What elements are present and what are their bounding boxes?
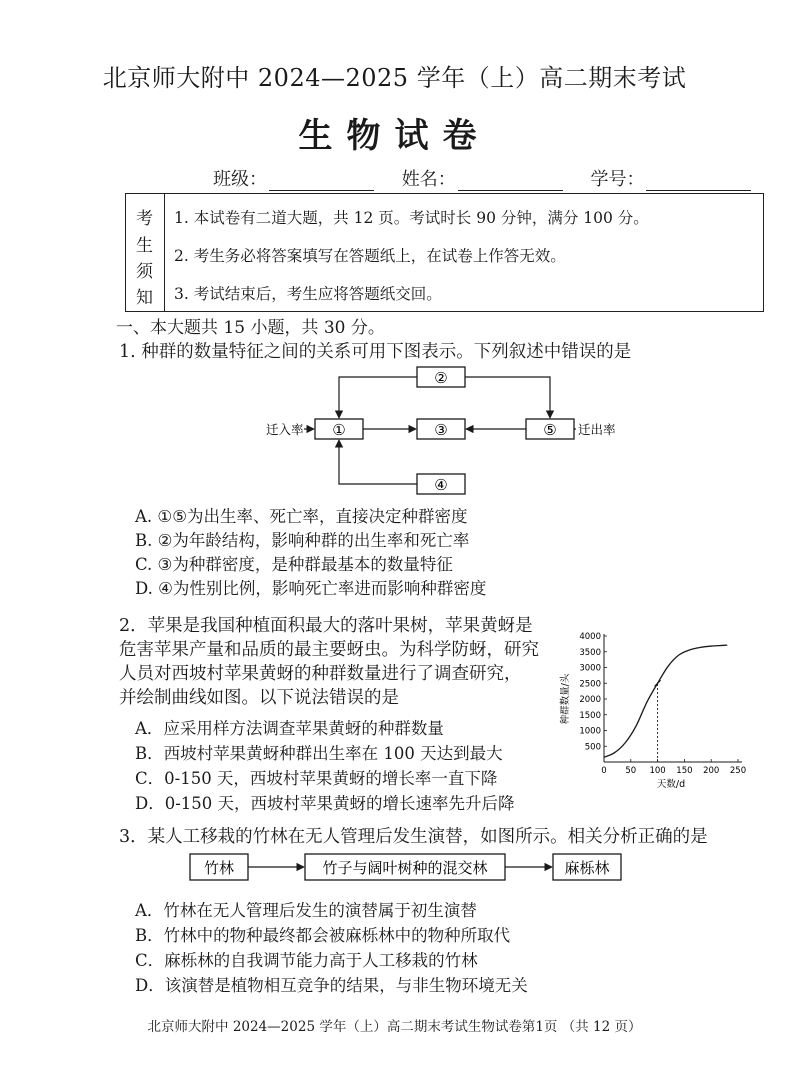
q2-stem-line: 并绘制曲线如图。以下说法错误的是 — [119, 688, 399, 708]
population-curve — [604, 645, 727, 757]
notice-char: 须 — [136, 262, 153, 282]
x-tick-label: 50 — [625, 766, 637, 776]
q2-stem-line: 危害苹果产量和品质的最主要蚜虫。为科学防蚜，研究 — [119, 640, 539, 660]
y-tick-label: 500 — [584, 742, 601, 753]
q2-option-a[interactable]: A．应采用样方法调查苹果黄蚜的种群数量 — [135, 719, 444, 738]
q2-stem-line: 2．苹果是我国种植面积最大的落叶果树，苹果黄蚜是 — [119, 616, 533, 636]
q2-population-chart — [556, 622, 752, 792]
x-tick-label: 100 — [649, 766, 666, 776]
q3-option-d[interactable]: D．该演替是植物相互竞争的结果，与非生物环境无关 — [135, 976, 528, 995]
q3-option-c[interactable]: C．麻栎林的自我调节能力高于人工移栽的竹林 — [135, 951, 478, 970]
y-tick-label: 3500 — [579, 647, 601, 658]
q1-label-emigration: 迁出率 — [578, 422, 616, 437]
name-field[interactable] — [458, 172, 563, 191]
notice-char: 知 — [136, 288, 153, 308]
q1-diagram — [260, 362, 640, 502]
notice-item: 2. 考生务必将答案填写在答题纸上，在试卷上作答无效。 — [174, 247, 566, 265]
q3-option-b[interactable]: B．竹林中的物种最终都会被麻栎林中的物种所取代 — [135, 926, 511, 945]
y-tick-label: 1000 — [579, 726, 601, 737]
q2-option-d[interactable]: D．0-150 天，西坡村苹果黄蚜的增长速率先升后降 — [135, 794, 515, 813]
q1-option-c[interactable]: C. ③为种群密度，是种群最基本的数量特征 — [135, 555, 453, 574]
subject-title: 生物试卷 — [298, 116, 491, 156]
q3-flow-diagram — [185, 850, 630, 886]
q1-option-b[interactable]: B. ②为年龄结构，影响种群的出生率和死亡率 — [135, 531, 470, 550]
q1-option-d[interactable]: D. ④为性别比例，影响死亡率进而影响种群密度 — [135, 579, 487, 598]
student-id-field[interactable] — [646, 172, 751, 191]
y-tick-label: 2500 — [579, 679, 601, 690]
notice-char: 考 — [136, 209, 153, 229]
q1-option-a[interactable]: A. ①⑤为出生率、死亡率，直接决定种群密度 — [135, 507, 468, 526]
q1-arrow-top-left — [339, 377, 417, 418]
x-tick-label: 200 — [703, 766, 720, 776]
y-tick-label: 2000 — [579, 695, 601, 705]
q2-option-b[interactable]: B．西坡村苹果黄蚜种群出生率在 100 天达到最大 — [135, 744, 503, 763]
q3-box-bamboo-label: 竹林 — [203, 859, 235, 877]
y-tick-label: 1500 — [579, 710, 601, 721]
q1-label-immigration: 迁入率 — [266, 422, 304, 437]
x-tick-label: 0 — [601, 766, 607, 776]
class-field[interactable] — [269, 172, 374, 191]
student-info-row — [213, 165, 773, 191]
q1-stem: 1. 种群的数量特征之间的关系可用下图表示。下列叙述中错误的是 — [119, 342, 632, 362]
q3-stem: 3．某人工移栽的竹林在无人管理后发生演替，如图所示。相关分析正确的是 — [119, 827, 708, 847]
q1-box-center-label: ③ — [434, 421, 448, 439]
name-label: 姓名： — [401, 169, 456, 190]
class-label: 班级： — [213, 169, 267, 190]
q1-box-bottom-label: ④ — [434, 476, 448, 494]
q2-stem-line: 人员对西坡村苹果黄蚜的种群数量进行了调查研究， — [119, 664, 522, 684]
q3-box-mixed-label: 竹子与阔叶树种的混交林 — [322, 859, 488, 877]
y-tick-label: 3000 — [579, 663, 601, 674]
q1-arrow-top-right — [465, 377, 550, 418]
notice-char: 生 — [136, 236, 153, 256]
q2-option-c[interactable]: C．0-150 天，西坡村苹果黄蚜的增长率一直下降 — [135, 769, 498, 788]
q3-box-oak-label: 麻栎林 — [564, 859, 610, 877]
page-footer: 北京师大附中 2024—2025 学年（上）高二期末考试生物试卷第1页 （共 12 页） — [147, 1019, 642, 1035]
x-tick-label: 150 — [676, 766, 693, 776]
notice-item: 3. 考试结束后，考生应将答题纸交回。 — [174, 285, 442, 303]
q1-box-right-label: ⑤ — [543, 421, 557, 439]
q3-option-a[interactable]: A．竹林在无人管理后发生的演替属于初生演替 — [135, 901, 477, 920]
exam-notice-box — [125, 193, 764, 312]
school-title: 北京师大附中 2024—2025 学年（上）高二期末考试 — [102, 64, 687, 92]
x-tick-label: 250 — [729, 766, 747, 776]
y-tick-label: 4000 — [579, 632, 601, 642]
notice-item: 1. 本试卷有二道大题，共 12 页。考试时长 90 分钟，满分 100 分。 — [174, 209, 649, 227]
q1-arrow-bottom-left — [339, 440, 417, 484]
notice-side-label — [126, 194, 165, 311]
q1-box-left-label: ① — [332, 421, 346, 439]
student-id-label: 学号： — [590, 169, 645, 190]
section-title: 一、本大题共 15 小题，共 30 分。 — [116, 318, 385, 338]
q1-box-top-label: ② — [434, 369, 448, 387]
x-axis-label: 天数/d — [656, 779, 686, 790]
y-axis-label: 种群数量/头 — [560, 673, 571, 725]
